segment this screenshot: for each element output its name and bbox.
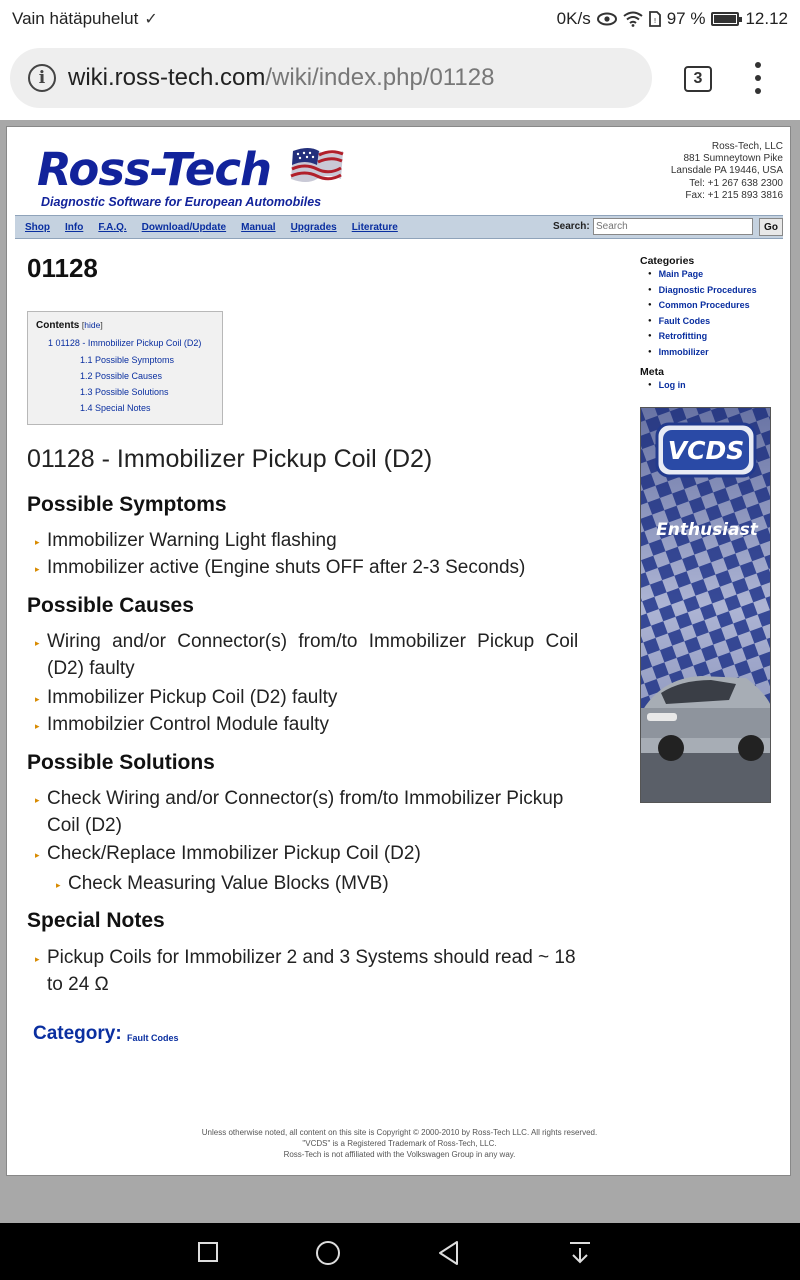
bullet-icon: ▸ (35, 721, 40, 731)
toc-item[interactable]: 1.2 Possible Causes (80, 371, 163, 381)
go-button[interactable]: Go (759, 218, 783, 236)
bullet-icon: ▸ (35, 954, 40, 964)
nav-literature[interactable]: Literature (351, 221, 398, 233)
eye-icon (597, 12, 617, 26)
sidebar-item-main-page[interactable]: ● Main Page (648, 267, 790, 283)
sidebar-item-fault-codes[interactable]: ● Fault Codes (648, 314, 790, 330)
list-item: Wiring and/or Connector(s) from/to Immobilizer Pickup Coil (47, 631, 579, 652)
bullet-icon: ▸ (56, 880, 61, 890)
nav-download-update[interactable]: Download/Update (141, 221, 227, 233)
bullet-icon: ▸ (35, 537, 40, 547)
sidebar-item-log-in[interactable]: ● Log in (648, 378, 790, 394)
toc-hide-link[interactable]: hide (84, 320, 101, 330)
nav-manual[interactable]: Manual (241, 221, 276, 233)
carrier-text: Vain hätäpuhelut (12, 9, 139, 28)
info-icon[interactable]: i (28, 64, 56, 92)
address-bar[interactable] (10, 48, 652, 108)
back-icon[interactable] (437, 1240, 461, 1266)
check-icon: ✓ (144, 11, 158, 28)
overflow-menu-icon[interactable] (752, 62, 764, 94)
recents-icon[interactable] (197, 1241, 219, 1263)
notification-pull-icon[interactable] (568, 1240, 592, 1266)
tab-switcher-button[interactable]: 3 (684, 66, 712, 92)
clock: 12.12 (745, 9, 788, 28)
system-navigation-bar (0, 1223, 800, 1280)
nav-shop[interactable]: Shop (25, 221, 50, 233)
search-input[interactable] (593, 218, 753, 235)
search-label: Search: (553, 221, 590, 232)
sidebar-item-retrofitting[interactable]: ● Retrofitting (648, 329, 790, 345)
list-item: Immobilzier Control Module faulty (47, 714, 329, 735)
sidebar (640, 255, 790, 394)
sidebar-item-immobilizer[interactable]: ● Immobilizer (648, 345, 790, 361)
table-of-contents: Contents [hide] 1 01128 - Immobilizer Pickup Coil (D2) 1.1 Possible Symptoms 1.2 Possible Causes 1.3 Possible Solutions 1.4 Special Notes (27, 311, 223, 425)
status-bar (0, 0, 800, 38)
enthusiast-label: Enthusiast (656, 520, 758, 540)
url-text[interactable]: wiki.ross-tech.com/wiki/index.php/01128 (68, 64, 495, 91)
home-icon[interactable] (315, 1240, 341, 1266)
causes-heading: Possible Causes (27, 594, 194, 617)
toc-item[interactable]: 1 01128 - Immobilizer Pickup Coil (D2) (48, 338, 202, 348)
footer: Unless otherwise noted, all content on this site is Copyright © 2000-2010 by Ross-Tech LLC. All rights reserved. "VCDS" is a Registered Trademark of Ross-Tech, LLC. Ross-Tech is not affiliated with the Volkswagen Group in any way. (201, 1128, 598, 1159)
browser-toolbar (0, 38, 800, 120)
bullet-icon: ▸ (35, 694, 40, 704)
list-item-continued: to 24 Ω (47, 974, 109, 995)
battery-percent: 97 % (666, 9, 706, 28)
nav-upgrades[interactable]: Upgrades (290, 221, 337, 233)
meta-heading: Meta (640, 366, 664, 378)
site-tagline: Diagnostic Software for European Automobiles (41, 195, 322, 209)
toc-item[interactable]: 1.1 Possible Symptoms (80, 355, 175, 365)
toc-title: Contents (36, 320, 80, 331)
bullet-icon: ▸ (35, 638, 40, 648)
list-item: Check/Replace Immobilizer Pickup Coil (D2) (47, 843, 421, 864)
nav-info[interactable]: Info (65, 221, 84, 233)
nav-faq[interactable]: F.A.Q. (98, 221, 127, 233)
categories-heading: Categories (640, 255, 695, 267)
sidebar-item-diagnostic-procedures[interactable]: ● Diagnostic Procedures (648, 283, 790, 299)
toc-item[interactable]: 1.3 Possible Solutions (80, 387, 169, 397)
bullet-icon: ▸ (35, 795, 40, 805)
solutions-heading: Possible Solutions (27, 751, 215, 774)
list-item-continued: (D2) faulty (47, 658, 135, 679)
section-heading: 01128 - Immobilizer Pickup Coil (D2) (27, 445, 433, 473)
sidebar-item-common-procedures[interactable]: ● Common Procedures (648, 298, 790, 314)
site-logo[interactable]: Ross-Tech (37, 143, 272, 196)
battery-icon (711, 12, 739, 26)
list-item: Immobilizer Warning Light flashing (47, 530, 337, 551)
bullet-icon: ▸ (35, 850, 40, 860)
network-speed: 0K/s (556, 9, 591, 28)
symptoms-heading: Possible Symptoms (27, 493, 227, 516)
sub-list-item: Check Measuring Value Blocks (MVB) (68, 873, 389, 894)
toc-item[interactable]: 1.4 Special Notes (80, 403, 151, 413)
vcds-logo: VCDS (667, 436, 745, 465)
page-title: 01128 (27, 253, 98, 283)
svg-text:!: ! (653, 17, 657, 25)
wifi-icon (623, 11, 643, 27)
notes-heading: Special Notes (27, 909, 165, 932)
vcds-ad-banner[interactable] (640, 407, 771, 803)
webview (0, 120, 800, 1223)
category-link[interactable]: Fault Codes (127, 1033, 179, 1043)
list-item: Pickup Coils for Immobilizer 2 and 3 Systems should read ~ 18 (47, 947, 576, 968)
site-nav (15, 215, 783, 239)
category-label: Category: (33, 1023, 122, 1044)
list-item: Immobilizer active (Engine shuts OFF after 2-3 Seconds) (47, 557, 526, 578)
sim-icon (649, 11, 661, 27)
company-address: Ross-Tech, LLC 881 Sumneytown Pike Lansdale PA 19446, USA Tel: +1 267 638 2300 Fax: +1 215 893 3816 (670, 141, 783, 201)
flag-icon (289, 145, 345, 185)
list-item: Check Wiring and/or Connector(s) from/to Immobilizer Pickup (47, 788, 564, 809)
list-item-continued: Coil (D2) (47, 815, 122, 836)
list-item: Immobilizer Pickup Coil (D2) faulty (47, 687, 338, 708)
page (6, 126, 791, 1176)
bullet-icon: ▸ (35, 564, 40, 574)
